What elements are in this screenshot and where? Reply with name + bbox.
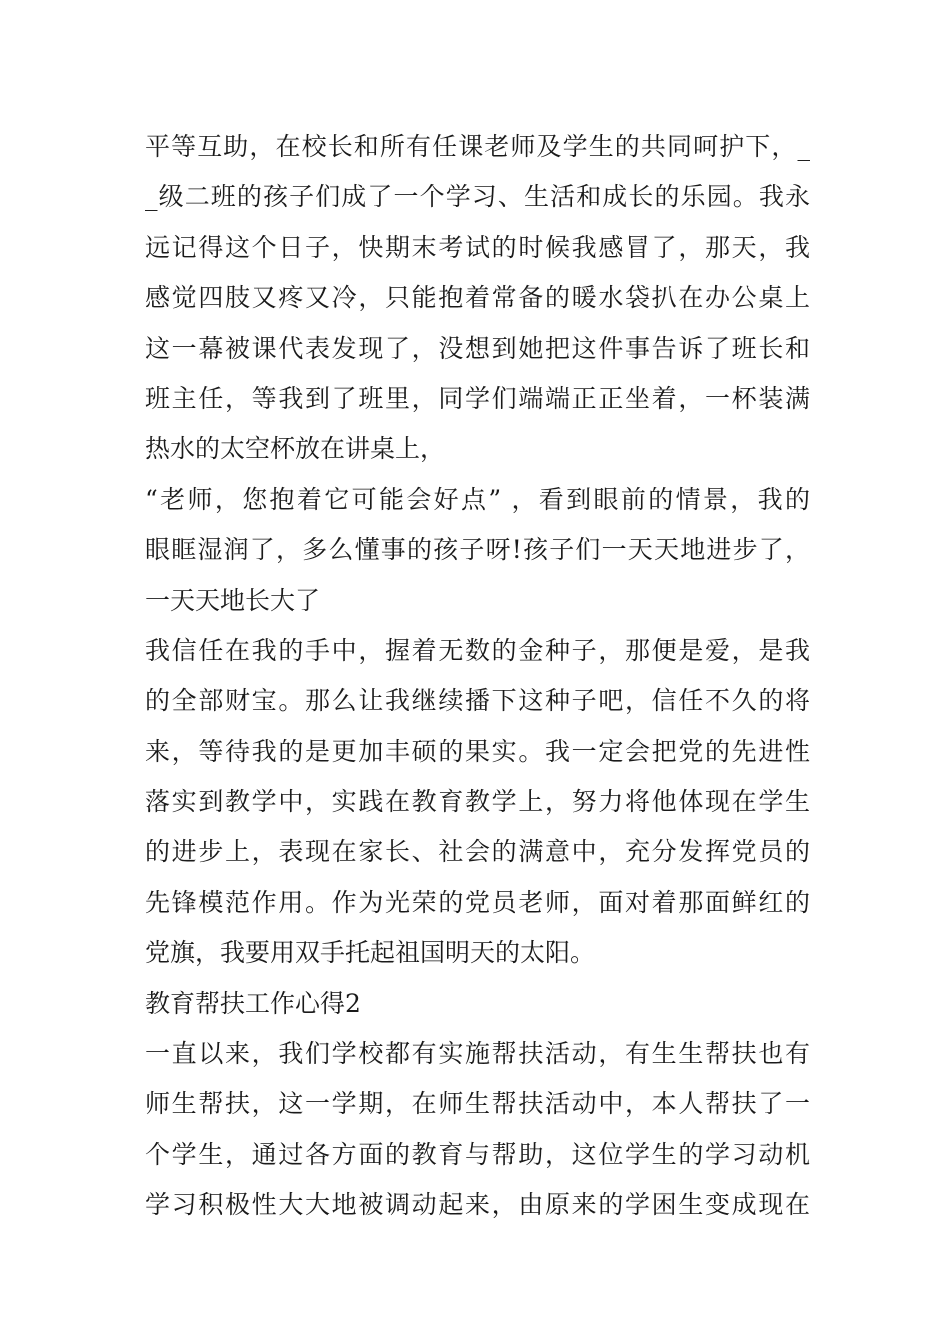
text-line: 我信任在我的手中，握着无数的金种子，那便是爱，是我: [145, 635, 810, 665]
text-line: 落实到教学中，实践在教育教学上，努力将他体现在学生: [145, 787, 810, 817]
text-line: 眼眶湿润了，多么懂事的孩子呀!孩子们一天天地进步了，: [145, 535, 810, 565]
text-line: 热水的太空杯放在讲桌上，: [145, 434, 446, 464]
text-line: 党旗，我要用双手托起祖国明天的太阳。: [145, 938, 596, 968]
text-line: 班主任，等我到了班里，同学们端端正正坐着，一杯装满: [145, 383, 810, 413]
text-line: “老师，您抱着它可能会好点” ，看到眼前的情景，我的: [145, 484, 810, 514]
text-line: 的进步上，表现在家长、社会的满意中，充分发挥党员的: [145, 837, 810, 867]
section-heading: 教育帮扶工作心得2: [145, 988, 361, 1018]
body-text: [145, 122, 810, 1231]
text-line: 个学生，通过各方面的教育与帮助，这位学生的学习动机: [145, 1139, 810, 1169]
text-line: 感觉四肢又疼又冷，只能抱着常备的暖水袋扒在办公桌上: [145, 283, 810, 313]
text-line: 一天天地长大了: [145, 585, 321, 615]
text-line: 远记得这个日子，快期末考试的时候我感冒了，那天，我: [145, 232, 810, 262]
text-line: 这一幕被课代表发现了，没想到她把这件事告诉了班长和: [145, 333, 810, 363]
text-line: _级二班的孩子们成了一个学习、生活和成长的乐园。我永: [145, 182, 810, 212]
text-line: 来，等待我的是更加丰硕的果实。我一定会把党的先进性: [145, 736, 810, 766]
text-line: 平等互助，在校长和所有任课老师及学生的共同呵护下，_: [145, 132, 810, 161]
text-line: 先锋模范作用。作为光荣的党员老师，面对着那面鲜红的: [145, 887, 810, 917]
text-line: 的全部财宝。那么让我继续播下这种子吧，信任不久的将: [145, 686, 810, 716]
text-line: 一直以来，我们学校都有实施帮扶活动，有生生帮扶也有: [145, 1039, 810, 1069]
text-line: 师生帮扶，这一学期，在师生帮扶活动中，本人帮扶了一: [145, 1089, 810, 1119]
text-line: 学习积极性大大地被调动起来，由原来的学困生变成现在: [145, 1190, 810, 1220]
